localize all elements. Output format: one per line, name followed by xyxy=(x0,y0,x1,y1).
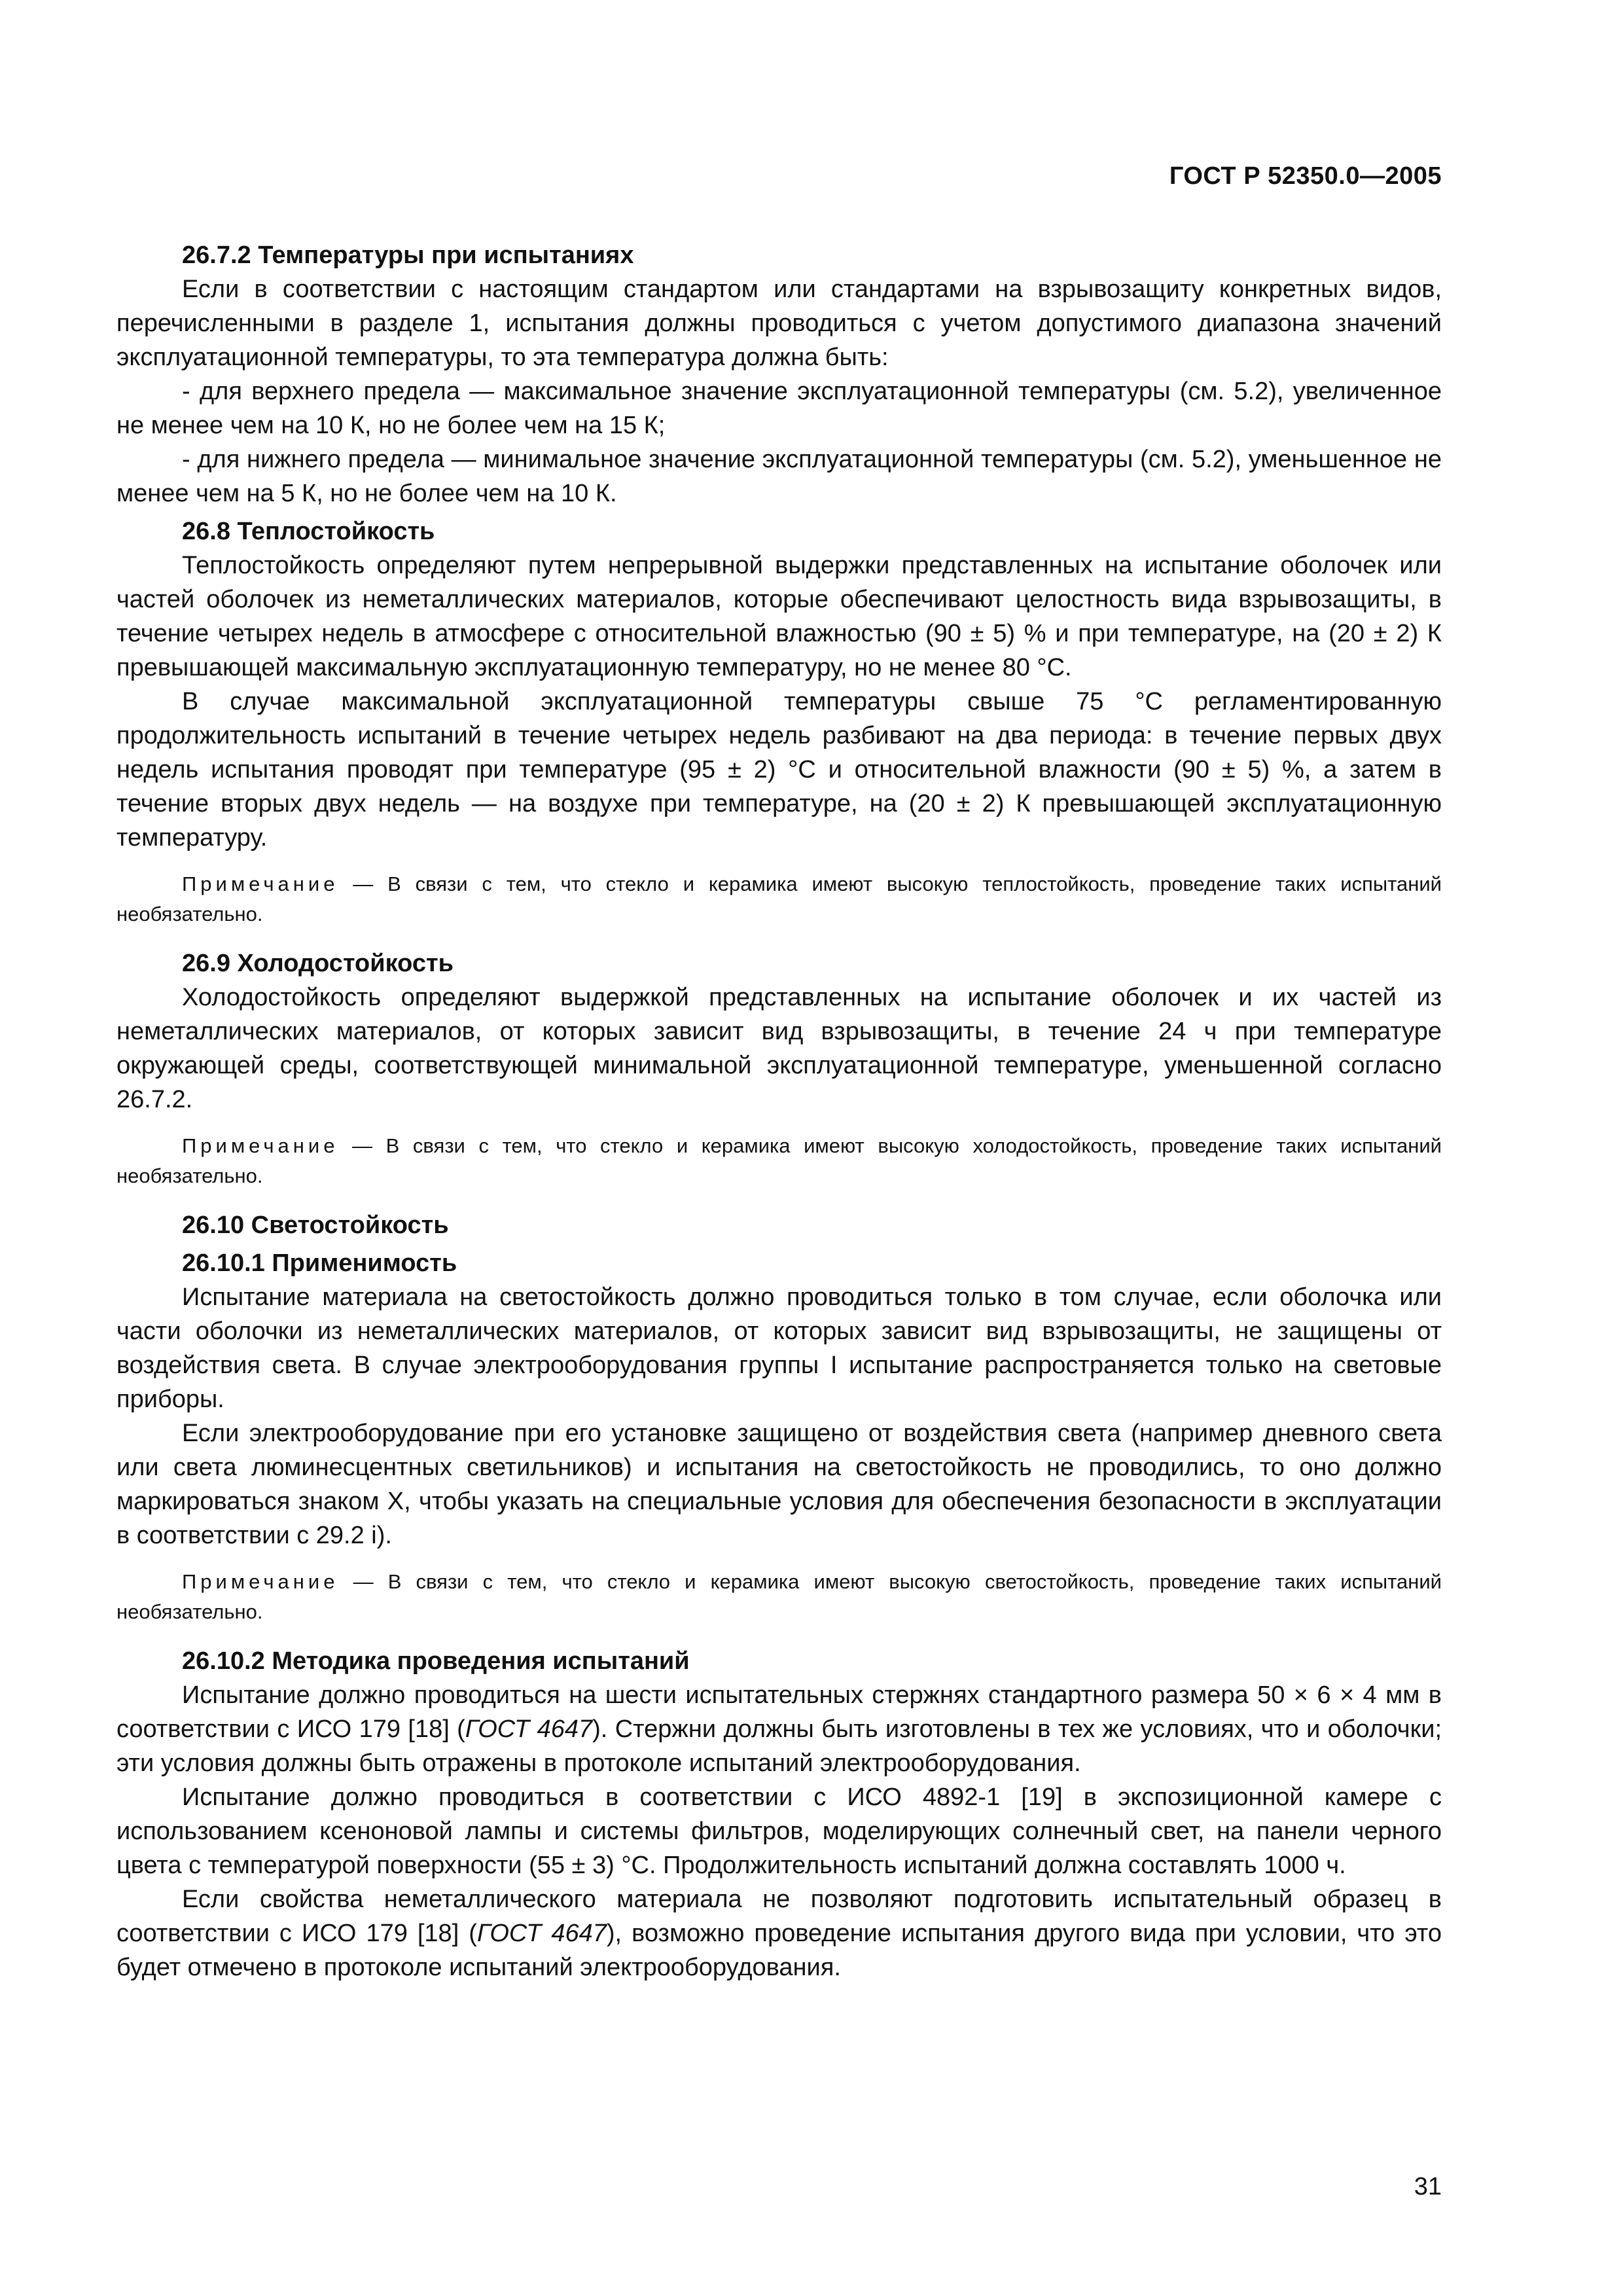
section-heading-26-10-2: 26.10.2 Методика проведения испытаний xyxy=(182,1647,690,1675)
paragraph: Если электрооборудование при его установке защищено от воздействия света (например дневного света или света люминесцентных светильников) и испытания на светостойкость не проводились, то оно должно маркироваться знаком X, чтобы указать на специальные условия для обеспечения безопасности в эксплуатации в соответствии с 29.2 i). xyxy=(116,1420,1442,1549)
standard-reference: ГОСТ 4647 xyxy=(465,1715,593,1743)
paragraph xyxy=(116,1882,1442,1984)
paragraph: Испытание материала на светостойкость должно проводиться только в том случае, если оболочка или части оболочки из неметаллических материалов, от которых зависит вид взрывозащиты, не защищены от воздействия света. В случае электрооборудования группы I испытание распространяется только на световые приборы. xyxy=(116,1283,1442,1413)
note xyxy=(116,1567,1442,1627)
text-run: Если свойства неметаллического материала не позволяют подготовить испытательный образец в соответствии с ИСО 179 [18] ( xyxy=(116,1886,1442,1947)
paragraph xyxy=(116,1678,1442,1780)
paragraph: Холодостойкость определяют выдержкой представленных на испытание оболочек и их частей из неметаллических материалов, от которых зависит вид взрывозащиты, в течение 24 ч при температуре окружающей среды, соответствующей минимальной эксплуатационной температуре, уменьшенной согласно 26.7.2. xyxy=(116,984,1442,1113)
section-heading-26-7-2: 26.7.2 Температуры при испытаниях xyxy=(182,242,634,269)
section-heading-26-10: 26.10 Светостойкость xyxy=(182,1211,449,1239)
note-text: — В связи с тем, что стекло и керамика имеют высокую светостойкость, проведение таких испытаний необязательно. xyxy=(116,1570,1442,1623)
note xyxy=(116,869,1442,929)
note-text: — В связи с тем, что стекло и керамика имеют высокую теплостойкость, проведение таких испытаний необязательно. xyxy=(116,872,1442,925)
list-item: - для верхнего предела — максимальное значение эксплуатационной температуры (см. 5.2), увеличенное не менее чем на 10 К, но не более чем на 15 К; xyxy=(116,378,1442,439)
section-heading-26-9: 26.9 Холодостойкость xyxy=(182,950,454,977)
paragraph: Если в соответствии с настоящим стандартом или стандартами на взрывозащиту конкретных видов, перечисленными в разделе 1, испытания должны проводиться с учетом допустимого диапазона значений эксплуатационной температуры, то эта температура должна быть: xyxy=(116,276,1442,371)
section-heading-26-10-1: 26.10.1 Применимость xyxy=(182,1249,457,1277)
note-label: Примечание xyxy=(182,1134,339,1157)
note-label: Примечание xyxy=(182,872,339,895)
text-run: ), возможно проведение испытания другого вида при условии, что это будет отмечено в протоколе испытаний электрооборудования. xyxy=(116,1920,1442,1981)
paragraph: В случае максимальной эксплуатационной температуры свыше 75 °С регламентированную продолжительность испытаний в течение четырех недель разбивают на два периода: в течение первых двух недель испытания проводят при температуре (95 ± 2) °С и относительной влажности (90 ± 5) %, а затем в течение вторых двух недель — на воздухе при температуре, на (20 ± 2) К превышающей эксплуатационную температуру. xyxy=(116,688,1442,852)
section-heading-26-8: 26.8 Теплостойкость xyxy=(182,518,435,545)
page-number: 31 xyxy=(1414,2173,1442,2200)
paragraph: Испытание должно проводиться в соответствии с ИСО 4892-1 [19] в экспозиционной камере с использованием ксеноновой лампы и системы фильтров, моделирующих солнечный свет, на панели черного цвета с температурой поверхности (55 ± 3) °С. Продолжительность испытаний должна составлять 1000 ч. xyxy=(116,1784,1442,1879)
note-text: — В связи с тем, что стекло и керамика имеют высокую холодостойкость, проведение таких испытаний необязательно. xyxy=(116,1134,1442,1187)
paragraph: Теплостойкость определяют путем непрерывной выдержки представленных на испытание оболочек или частей оболочек из неметаллических материалов, которые обеспечивают целостность вида взрывозащиты, в течение четырех недель в атмосфере с относительной влажностью (90 ± 5) % и при температуре, на (20 ± 2) К превышающей максимальную эксплуатационную температуру, но не менее 80 °С. xyxy=(116,552,1442,681)
page-content xyxy=(116,234,1442,1984)
note-label: Примечание xyxy=(182,1570,339,1593)
standard-reference: ГОСТ 4647 xyxy=(476,1920,607,1947)
text-run: ). Стержни должны быть изготовлены в тех же условиях, что и оболочки; эти условия должны быть отражены в протоколе испытаний электрооборудования. xyxy=(116,1715,1442,1777)
document-code: ГОСТ Р 52350.0—2005 xyxy=(1169,162,1442,190)
note xyxy=(116,1131,1442,1191)
text-run: Испытание должно проводиться на шести испытательных стержнях стандартного размера 50 × 6 × 4 мм в соответствии с ИСО 179 [18] ( xyxy=(116,1681,1442,1743)
list-item: - для нижнего предела — минимальное значение эксплуатационной температуры (см. 5.2), уменьшенное не менее чем на 5 К, но не более чем на 10 К. xyxy=(116,446,1442,507)
